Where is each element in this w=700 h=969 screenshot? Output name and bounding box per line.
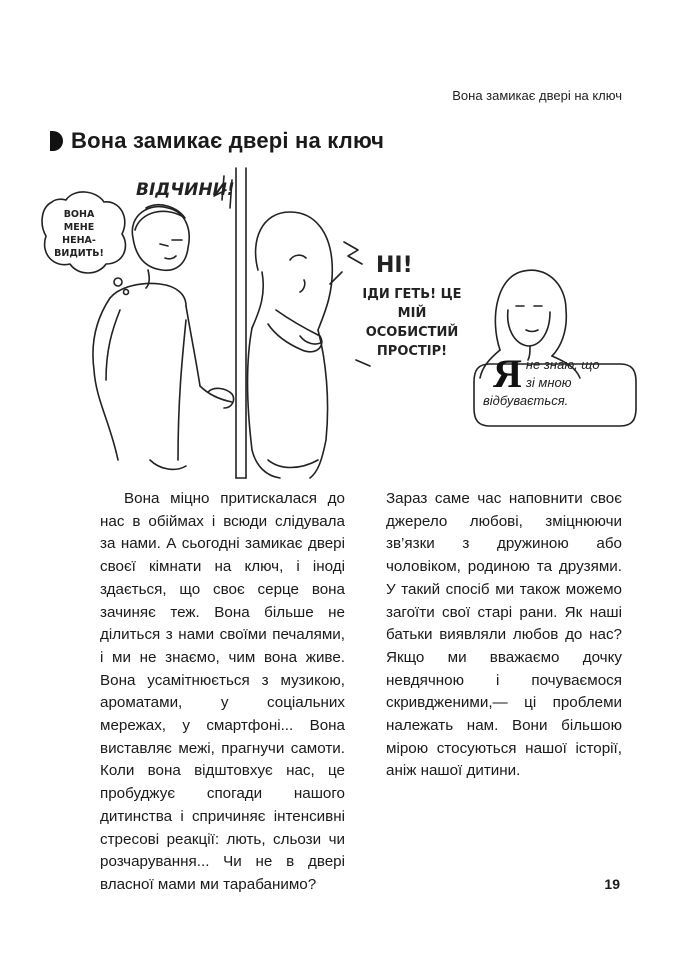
half-circle-bullet-icon [50,131,63,151]
speech-no: НІ! [376,253,413,278]
page-number: 19 [604,876,620,892]
speech-go-away: ІДИ ГЕТЬ! ЦЕ МІЙ ОСОБИСТИЙ ПРОСТІР! [362,287,462,359]
body-paragraph-right: Зараз саме час наповнити своє джерело любові, зміцнюючи зв’язки з дружиною або чоловіком, родиною та друзями. У такий спосіб ми також можемо загоїти свої старі рани. Як наші батьки виявляли любов до нас? Якщо ми вважаємо дочку невдячною і почуваємося скривдженими,— ці проблеми належать нам. Вони більшою мірою стосуються нашої історії, аніж нашої дитини. [386,490,622,780]
body-column-right [386,488,622,783]
thought-she-hates-me: ВОНА МЕНЕ НЕНА- ВИДИТЬ! [54,209,104,259]
body-paragraph-left: Вона міцно притискалася до нас в обіймах і всюди слідувала за нами. А сьогодні замикає двері своєї кімнати на ключ, і іноді здається, що своє серце вона зачиняє теж. Вона більше не ділиться з нами своїми печалями, і ми не знаємо, чим вона живе. Вона усамітнюється з музикою, ароматами, у соціальних мережах, у смартфоні... Вона виставляє межі, прагнучи самоти. Коли вона відштовхує нас, це пробуджує спогади нашого дитинства і спричиняє інтенсивні стресові реакції: лють, сльози чи розчарування... Чи не в двері власної мами ми тарабанимо? [100,490,345,893]
running-head: Вона замикає двері на ключ [452,88,622,103]
speech-open-door: ВІДЧИНИ! [136,180,235,200]
girl-quote [483,351,611,410]
girl-figure-icon [248,212,333,478]
quote-drop-letter: Я [493,351,522,396]
section-title: Вона замикає двері на ключ [71,128,385,153]
body-column-left [100,488,345,897]
comic-illustration [0,160,700,490]
boy-figure-icon [93,205,234,470]
door-icon [236,168,246,478]
quote-text: не знаю, що зі мною відбувається. [483,357,600,408]
section-heading [50,128,384,154]
